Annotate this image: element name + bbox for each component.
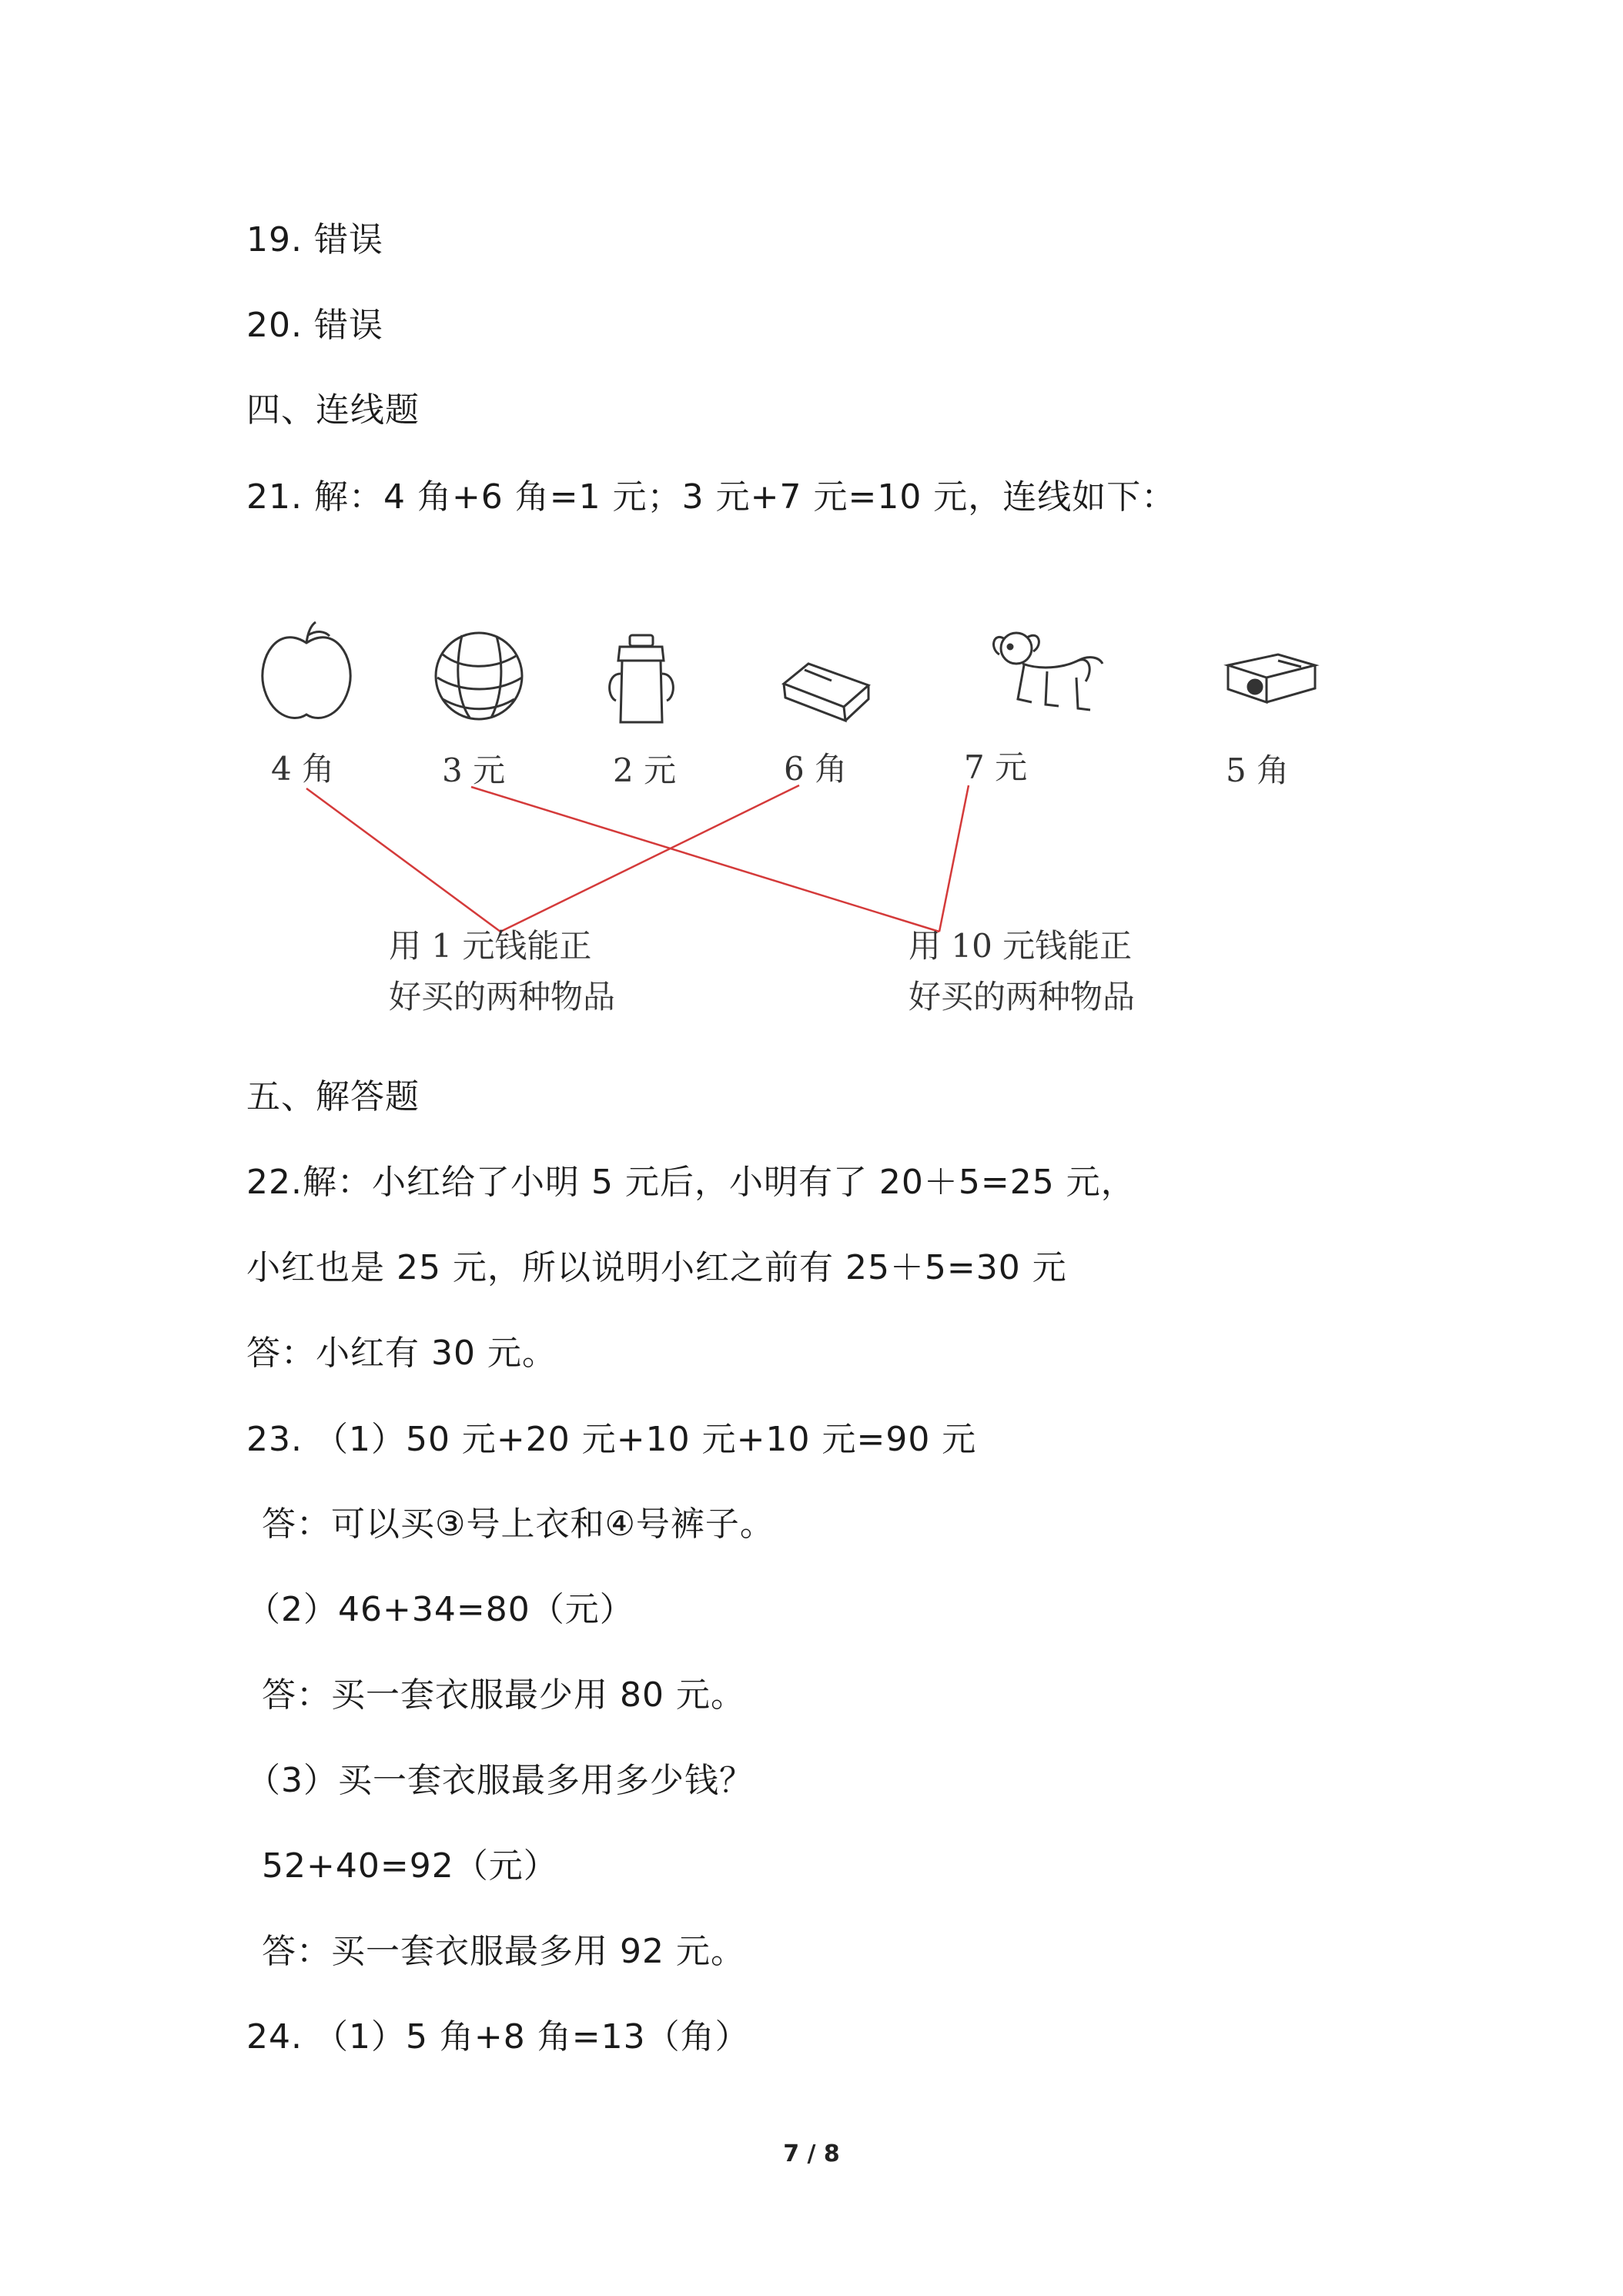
pencil-sharpener-icon bbox=[1228, 654, 1315, 702]
price-label: 6 角 bbox=[784, 750, 848, 788]
answer-23-line4: 答：买一套衣服最少用 80 元。 bbox=[262, 1675, 745, 1715]
caption-ten-yuan: 用 10 元钱能正 好买的两种物品 bbox=[909, 927, 1136, 1016]
price-label: 7 元 bbox=[964, 748, 1028, 786]
answer-21: 21. 解：4 角+6 角=1 元；3 元+7 元=10 元，连线如下： bbox=[246, 477, 1176, 517]
answer-23-line3: （2）46+34=80（元） bbox=[246, 1590, 634, 1629]
apple-icon bbox=[263, 622, 350, 718]
ball-icon bbox=[436, 633, 522, 719]
matching-figure bbox=[231, 601, 1355, 1047]
connection-line bbox=[939, 785, 969, 932]
connection-line bbox=[471, 787, 939, 932]
connection-line bbox=[306, 788, 500, 932]
price-label: 5 角 bbox=[1226, 751, 1290, 789]
answer-23-line7: 答：买一套衣服最多用 92 元。 bbox=[262, 1932, 745, 1971]
price-label: 4 角 bbox=[271, 750, 335, 788]
toy-dog-icon bbox=[994, 633, 1103, 710]
connection-line bbox=[500, 785, 799, 932]
answer-23-line6: 52+40=92（元） bbox=[262, 1846, 558, 1886]
answer-23-line5: （3）买一套衣服最多用多少钱？ bbox=[246, 1761, 754, 1800]
answer-19: 19. 错误 bbox=[246, 220, 383, 259]
price-label: 3 元 bbox=[442, 751, 506, 789]
answer-22-line3: 答：小红有 30 元。 bbox=[246, 1334, 557, 1373]
answer-22-line2: 小红也是 25 元，所以说明小红之前有 25＋5=30 元 bbox=[246, 1248, 1067, 1287]
eraser-icon bbox=[784, 664, 868, 721]
answer-23-line2: 答：可以买③号上衣和④号裤子。 bbox=[262, 1504, 775, 1544]
cup-icon bbox=[610, 635, 674, 722]
section-heading-solutions: 五、解答题 bbox=[246, 1077, 420, 1116]
answer-22-line1: 22.解：小红给了小明 5 元后，小明有了 20＋5=25 元， bbox=[246, 1163, 1136, 1202]
price-label: 2 元 bbox=[613, 751, 677, 789]
caption-one-yuan: 用 1 元钱能正 好买的两种物品 bbox=[389, 927, 616, 1016]
section-heading-matching: 四、连线题 bbox=[246, 390, 420, 430]
answer-20: 20. 错误 bbox=[246, 306, 383, 345]
answer-23-line1: 23. （1）50 元+20 元+10 元+10 元=90 元 bbox=[246, 1420, 977, 1459]
page-number: 7 / 8 bbox=[783, 2140, 840, 2167]
answer-24-line1: 24. （1）5 角+8 角=13（角） bbox=[246, 2017, 750, 2057]
